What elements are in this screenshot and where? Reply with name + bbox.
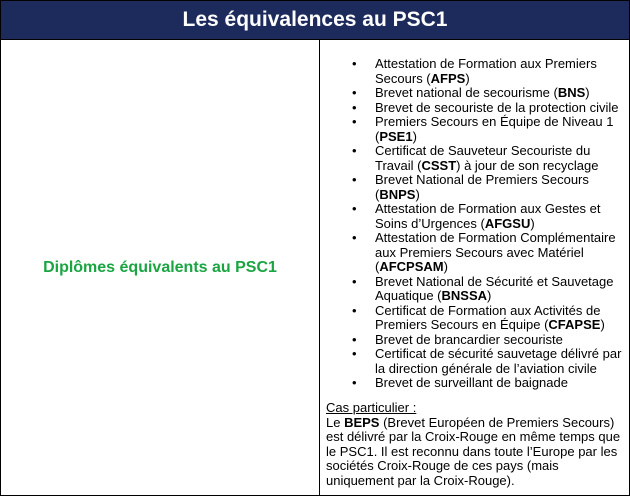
list-item: • Certificat de Formation aux Activités de Premiers Secours en Équipe (CFAPSE) bbox=[352, 302, 605, 332]
bullet-icon: • bbox=[352, 201, 357, 216]
list-item: • Certificat de Sauveteur Secouriste du Travail (CSST) à jour de son recyclage bbox=[352, 143, 599, 173]
list-item: • Attestation de Formation aux Gestes et Soins d’Urgences (AFGSU) bbox=[352, 201, 601, 231]
right-cell bbox=[320, 40, 629, 495]
table-header bbox=[1, 1, 629, 40]
bullet-icon: • bbox=[352, 273, 357, 289]
list-item: • Brevet de secouriste de la protection civile bbox=[352, 99, 619, 115]
header-title: Les équivalences au PSC1 bbox=[182, 8, 448, 31]
list-item: • Certificat de sécurité sauvetage délivré par la direction générale de l’aviation civile bbox=[352, 346, 622, 376]
list-item: • Brevet national de secourisme (BNS) bbox=[352, 85, 590, 100]
list-item: • Brevet de surveillant de baignade bbox=[352, 375, 568, 390]
bullet-icon: • bbox=[352, 375, 357, 390]
bullet-icon: • bbox=[352, 99, 357, 115]
bullet-icon: • bbox=[352, 143, 357, 158]
equivalent-diplomas-label: Diplômes équivalents au PSC1 bbox=[43, 258, 277, 276]
bullet-icon: • bbox=[352, 230, 357, 245]
special-case bbox=[326, 401, 626, 488]
bullet-icon: • bbox=[352, 331, 357, 347]
bullet-icon: • bbox=[352, 346, 357, 361]
diploma-list bbox=[320, 57, 629, 391]
list-item: • Attestation de Formation aux Premiers Secours (AFPS) bbox=[352, 56, 597, 86]
left-cell bbox=[1, 40, 320, 495]
bullet-icon: • bbox=[352, 172, 357, 187]
bullet-icon: • bbox=[352, 56, 357, 71]
list-item: • Attestation de Formation Complémentaire aux Premiers Secours avec Matériel (AFCPSAM) bbox=[352, 230, 616, 274]
bullet-icon: • bbox=[352, 302, 357, 318]
list-item: • Premiers Secours en Équipe de Niveau 1 (PSE1) bbox=[352, 114, 614, 144]
bullet-icon: • bbox=[352, 85, 357, 100]
list-item: • Brevet National de Sécurité et Sauvetage Aquatique (BNSSA) bbox=[352, 273, 614, 303]
list-item: • Brevet de brancardier secouriste bbox=[352, 331, 563, 347]
list-item: • Brevet National de Premiers Secours (BNPS) bbox=[352, 172, 589, 202]
special-case-title: Cas particulier : bbox=[326, 400, 417, 415]
bullet-icon: • bbox=[352, 114, 357, 129]
special-case-text: Le BEPS (Brevet Européen de Premiers Secours) est délivré par la Croix-Rouge en même temps que le PSC1. Il est reconnu dans toute l’Europe par les sociétés Croix-Rouge de ces pays (mais uniquement par la Croix-Rouge). bbox=[326, 414, 621, 488]
